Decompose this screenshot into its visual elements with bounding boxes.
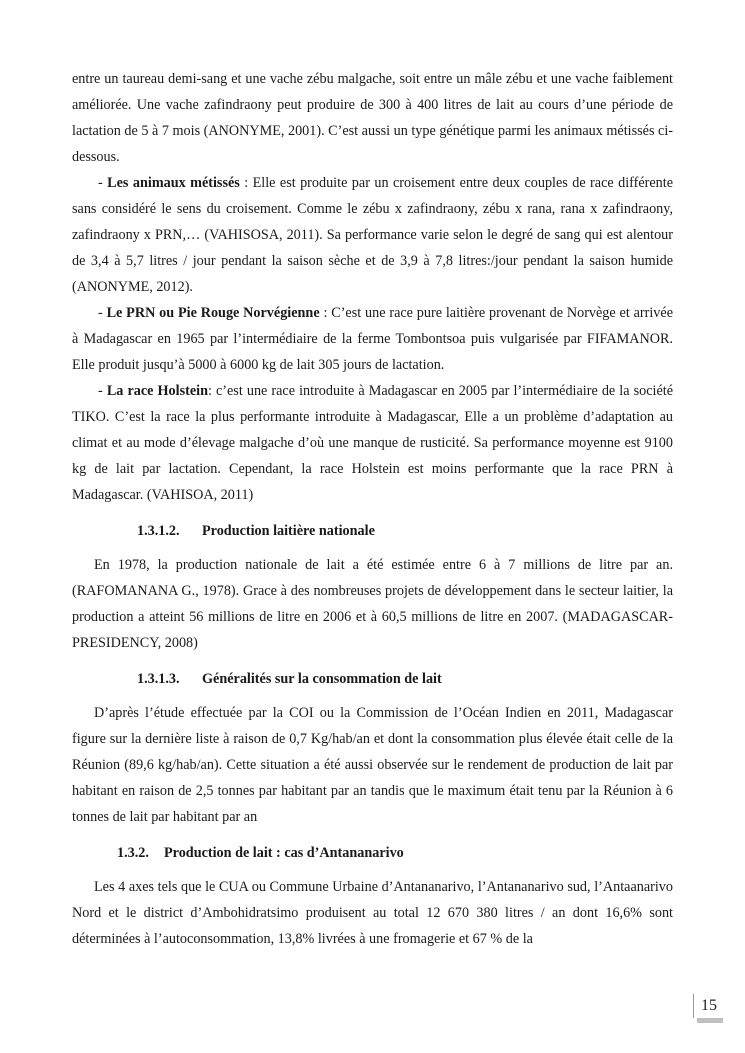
bullet-holstein — [72, 378, 673, 508]
bullet-term: La race Holstein — [106, 383, 208, 399]
paragraph-antananarivo: Les 4 axes tels que le CUA ou Commune Urbaine d’Antananarivo, l’Antananarivo sud, l’Antaanarivo Nord et le district d’Ambohidratsimo produisent au total 12 670 380 litres / an dont 16,6% sont déterminées à l’autoconsommation, 13,8% livrées à une fromagerie et 67 % de la — [72, 879, 673, 947]
paragraph-zafindraony: entre un taureau demi-sang et une vache zébu malgache, soit entre un mâle zébu et une vache faiblement améliorée. Une vache zafindraony peut produire de 300 à 400 litres de lait au cours d’une période de lactation de 5 à 7 mois (ANONYME, 2001). C’est aussi un type génétique parmi les animaux métissés ci-dessous. — [72, 71, 673, 165]
page-number-bar — [697, 1018, 723, 1023]
heading-title: Production laitière nationale — [202, 523, 375, 539]
heading-production-antananarivo — [72, 840, 673, 866]
bullet-dash: - — [98, 175, 108, 191]
heading-number: 1.3.2. — [117, 845, 149, 861]
bullet-prn — [72, 300, 673, 378]
paragraph-consommation: D’après l’étude effectuée par la COI ou la Commission de l’Océan Indien en 2011, Madagascar figure sur la dernière liste à raison de 0,7 Kg/hab/an et dont la consommation plus élevée était celle de la Réunion (89,6 kg/hab/an). Cette situation a été aussi observée sur le rendement de production de lait par habitant en raison de 2,5 tonnes par habitant par an tandis que le maximum était tenu par la Réunion à 6 tonnes de lait par habitant par an — [72, 705, 673, 825]
bullet-animaux-metisses — [72, 170, 673, 300]
page-body — [72, 66, 673, 952]
heading-title: Production de lait : cas d’Antananarivo — [164, 845, 404, 861]
paragraph-production-nationale: En 1978, la production nationale de lait a été estimée entre 6 à 7 millions de litre par an. (RAFOMANANA G., 1978). Grace à des nombreuses projets de développement dans le secteur laitier, la production a atteint 56 millions de litre en 2006 et à 60,5 millions de litre en 2007. (MADAGASCAR-PRESIDENCY, 2008) — [72, 557, 673, 651]
bullet-term: Les animaux métissés — [107, 175, 240, 191]
bullet-text: : Elle est produite par un croisement entre deux couples de race différente sans considéré le sens du croisement. Comme le zébu x zafindraony, zébu x rana, rana x zafindraony, zafindraony x PRN,… (VAHISOSA, 2011). Sa performance varie selon le degré de sang qui est alentour de 3,4 à 5,7 litres / jour pendant la saison sèche et de 3,9 à 7,8 litres:/jour pendant la saison humide (ANONYME, 2012). — [72, 175, 673, 295]
heading-number: 1.3.1.2. — [137, 523, 180, 539]
bullet-dash: - — [98, 305, 107, 321]
heading-number: 1.3.1.3. — [137, 671, 180, 687]
heading-title: Généralités sur la consommation de lait — [202, 671, 442, 687]
page-number: 15 — [693, 994, 724, 1018]
heading-consommation-lait — [72, 666, 673, 692]
heading-production-laitiere-nationale — [72, 518, 673, 544]
bullet-dash: - — [98, 383, 107, 399]
bullet-term: Le PRN ou Pie Rouge Norvégienne — [106, 305, 320, 321]
bullet-text: : C’est une race pure laitière provenant de Norvège et arrivée à Madagascar en 1965 par l’intermédiaire de la ferme Tombontsoa puis vulgarisée par FIFAMANOR. Elle produit jusqu’à 5000 à 6000 kg de lait 305 jours de lactation. — [72, 305, 673, 373]
bullet-text: : c’est une race introduite à Madagascar en 2005 par l’intermédiaire de la société TIKO. C’est la race la plus performante introduite à Madagascar, Elle a un problème d’adaptation au climat et au mode d’élevage malgache d’où une manque de rusticité. Sa performance moyenne est 9100 kg de lait par lactation. Cependant, la race Holstein est moins performante que la race PRN à Madagascar. (VAHISOA, 2011) — [72, 383, 673, 503]
